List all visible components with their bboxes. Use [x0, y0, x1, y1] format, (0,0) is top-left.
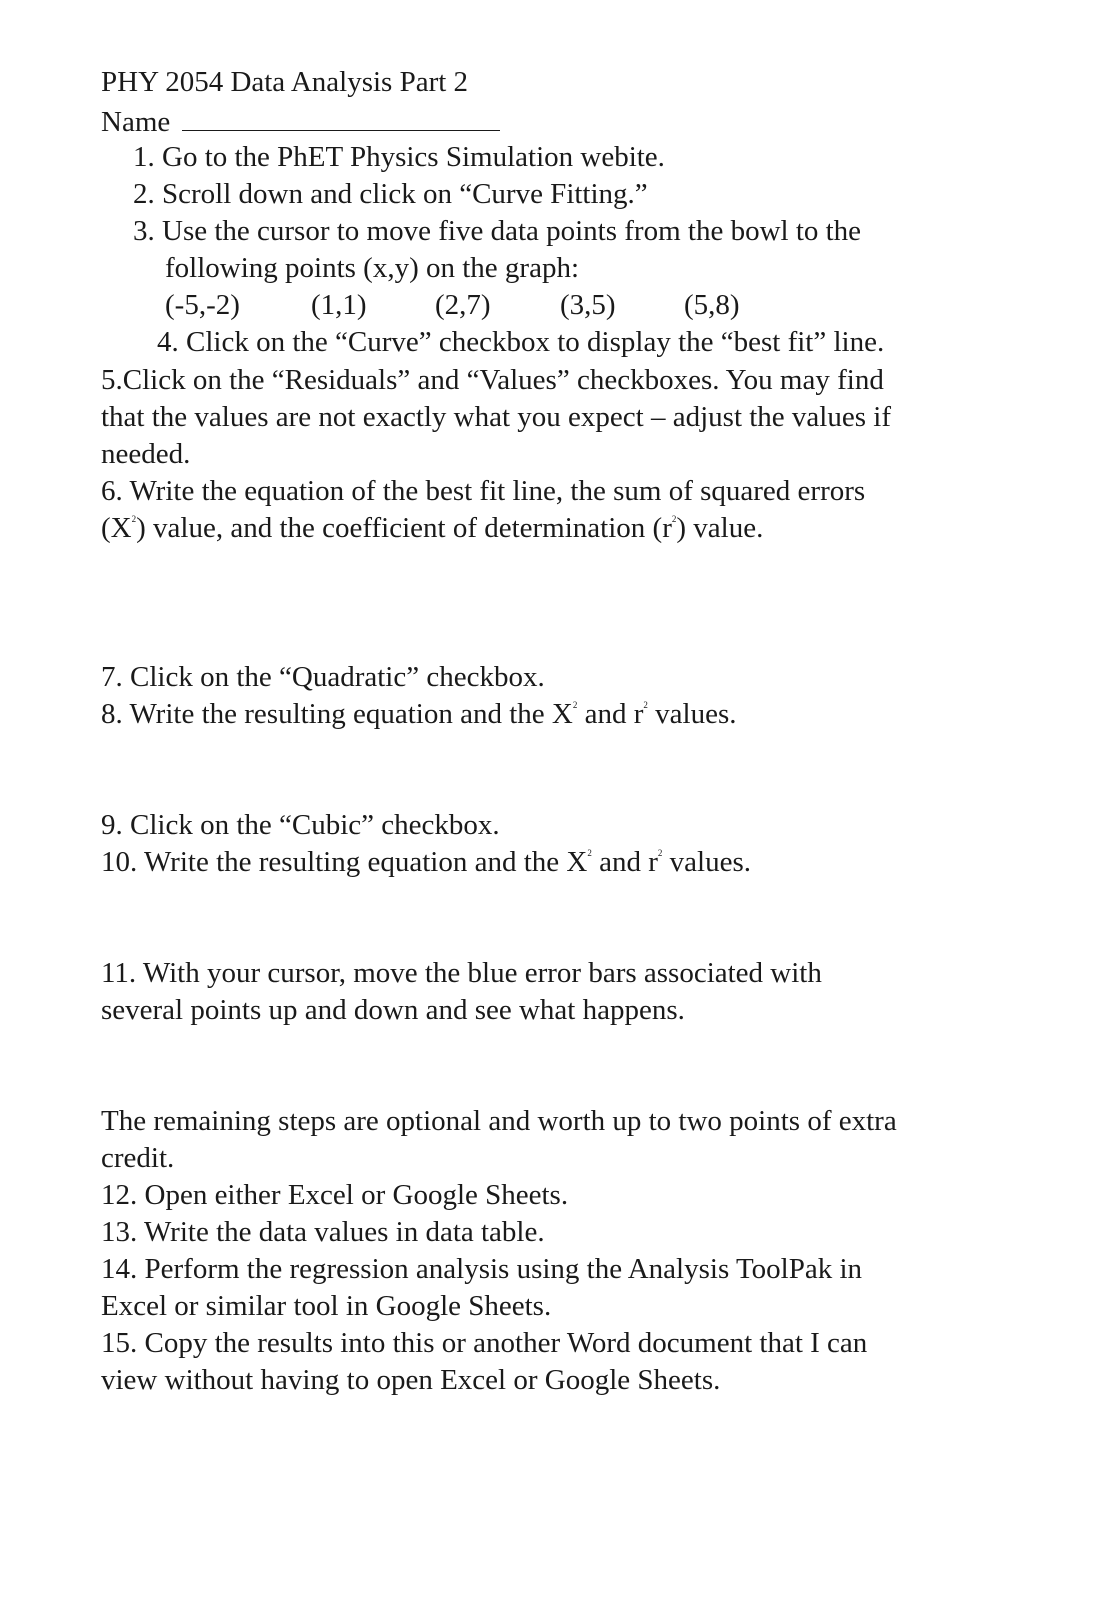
superscript-2: 2: [572, 700, 578, 710]
step-5-line-3: needed.: [101, 438, 191, 470]
step-5-line-1: 5.Click on the “Residuals” and “Values” checkboxes. You may find: [101, 364, 884, 396]
step-1: 1. Go to the PhET Physics Simulation webite.: [133, 141, 665, 173]
step-6-text-b: ) value, and the coefficient of determination (r: [136, 512, 672, 544]
point-item: (5,8): [684, 289, 740, 321]
page-title: PHY 2054 Data Analysis Part 2: [101, 66, 469, 98]
point-item: (-5,-2): [165, 289, 240, 321]
superscript-2: 2: [587, 848, 592, 858]
step-14-line-2: Excel or similar tool in Google Sheets.: [101, 1290, 552, 1322]
extra-credit-line-2: credit.: [101, 1142, 175, 1174]
step-8: [101, 700, 736, 729]
step-14-line-1: 14. Perform the regression analysis using the Analysis ToolPak in: [101, 1253, 863, 1285]
step-11-line-1: 11. With your cursor, move the blue error bars associated with: [101, 957, 822, 989]
step-9: 9. Click on the “Cubic” checkbox.: [101, 809, 500, 841]
superscript-2: 2: [671, 514, 677, 524]
step-5-line-2: that the values are not exactly what you expect – adjust the values if: [101, 401, 891, 433]
step-8-text-b: and r: [577, 698, 644, 730]
superscript-2: 2: [131, 514, 137, 524]
name-blank[interactable]: [182, 105, 500, 131]
name-label: Name: [101, 106, 171, 138]
step-15-line-1: 15. Copy the results into this or another Word document that I can: [101, 1327, 868, 1359]
step-8-text-c: values.: [647, 698, 737, 730]
step-4: 4. Click on the “Curve” checkbox to display the “best fit” line.: [157, 326, 885, 358]
step-8-text-a: 8. Write the resulting equation and the X: [101, 698, 573, 730]
step-11-line-2: several points up and down and see what happens.: [101, 994, 685, 1026]
step-2: 2. Scroll down and click on “Curve Fitting.”: [133, 178, 648, 210]
superscript-2: 2: [643, 700, 648, 710]
step-6-line-1: 6. Write the equation of the best fit line, the sum of squared errors: [101, 475, 866, 507]
step-6-text-c: ) value.: [676, 512, 764, 544]
point-item: (2,7): [435, 289, 491, 321]
step-10-text-c: values.: [662, 846, 751, 878]
step-3-line-2: following points (x,y) on the graph:: [165, 252, 580, 284]
step-7: 7. Click on the “Quadratic” checkbox.: [101, 661, 545, 693]
step-6-text-a: (X: [101, 512, 132, 544]
step-6-line-2: [101, 514, 763, 543]
step-15-line-2: view without having to open Excel or Google Sheets.: [101, 1364, 721, 1396]
point-item: (3,5): [560, 289, 616, 321]
step-10: [101, 848, 751, 877]
superscript-2: 2: [657, 848, 663, 858]
name-row: [101, 105, 500, 137]
step-10-text-a: 10. Write the resulting equation and the X: [101, 846, 588, 878]
step-3-line-1: 3. Use the cursor to move five data points from the bowl to the: [133, 215, 862, 247]
step-12: 12. Open either Excel or Google Sheets.: [101, 1179, 569, 1211]
extra-credit-line-1: The remaining steps are optional and worth up to two points of extra: [101, 1105, 897, 1137]
step-10-text-b: and r: [591, 846, 658, 878]
step-13: 13. Write the data values in data table.: [101, 1216, 545, 1248]
point-item: (1,1): [311, 289, 367, 321]
